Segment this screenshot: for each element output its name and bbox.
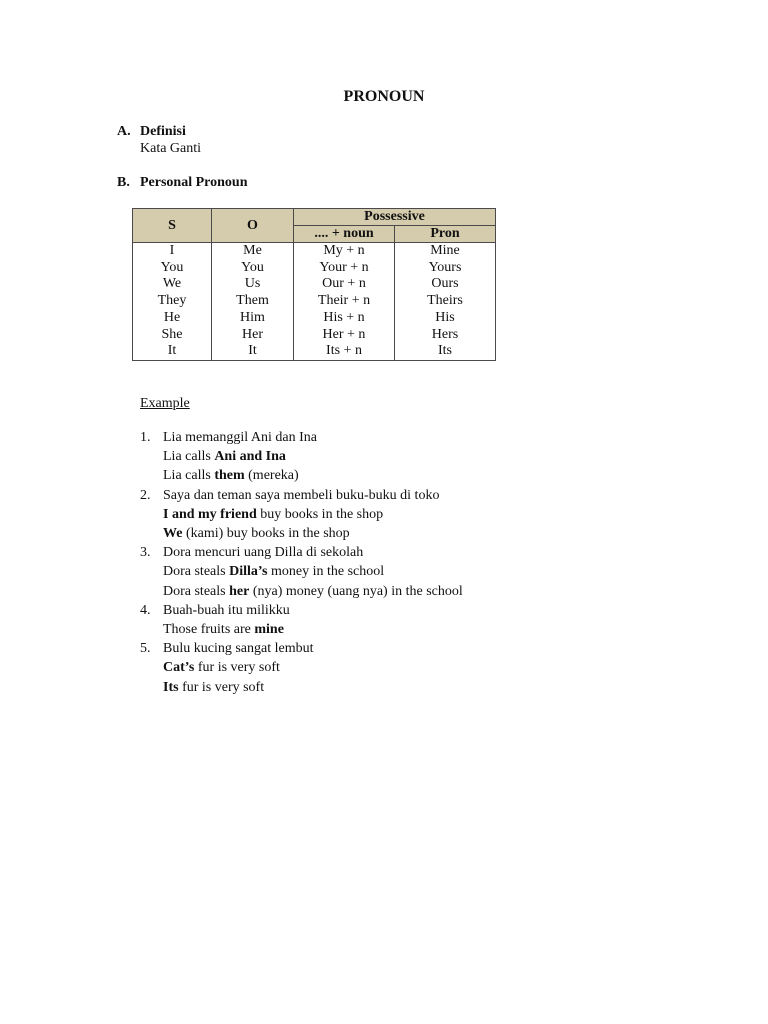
table-cell: Him bbox=[212, 310, 294, 327]
table-cell: You bbox=[133, 260, 212, 277]
table-cell: Our + n bbox=[294, 276, 395, 293]
section-b-heading bbox=[117, 175, 247, 191]
table-cell: Mine bbox=[395, 243, 496, 260]
example-line bbox=[163, 428, 317, 447]
table-cell: You bbox=[212, 260, 294, 277]
pronoun-table bbox=[132, 208, 496, 361]
example-line bbox=[163, 582, 463, 601]
example-line bbox=[163, 505, 439, 524]
example-emphasis: Dilla’s bbox=[229, 564, 268, 580]
table-row bbox=[133, 293, 496, 310]
example-line bbox=[163, 447, 317, 466]
example-text: Dora mencuri uang Dilla di sekolah bbox=[163, 545, 364, 561]
table-body bbox=[133, 243, 496, 361]
table-cell: Their + n bbox=[294, 293, 395, 310]
table-cell: Me bbox=[212, 243, 294, 260]
table-cell: She bbox=[133, 327, 212, 344]
table-row bbox=[133, 343, 496, 360]
table-cell: He bbox=[133, 310, 212, 327]
example-line bbox=[163, 524, 439, 543]
example-text: Buah-buah itu milikku bbox=[163, 602, 290, 618]
table-cell: They bbox=[133, 293, 212, 310]
table-cell: It bbox=[133, 343, 212, 360]
example-line bbox=[163, 543, 463, 562]
table-cell: Its + n bbox=[294, 343, 395, 360]
header-object: O bbox=[212, 209, 294, 243]
section-b-title: Personal Pronoun bbox=[140, 175, 248, 190]
table-cell: It bbox=[212, 343, 294, 360]
example-line bbox=[163, 678, 313, 697]
example-number: 2. bbox=[140, 487, 151, 503]
example-text: Dora steals bbox=[163, 583, 230, 599]
example-number: 1. bbox=[140, 430, 151, 445]
section-a-definition: Kata Ganti bbox=[140, 141, 202, 156]
table-cell: Your + n bbox=[294, 260, 395, 277]
example-heading: Example bbox=[140, 396, 190, 411]
example-emphasis: her bbox=[229, 583, 250, 599]
table-row bbox=[133, 310, 496, 327]
example-line bbox=[163, 658, 313, 677]
table-row bbox=[133, 276, 496, 293]
example-item bbox=[140, 639, 463, 697]
example-text: (mereka) bbox=[244, 468, 299, 484]
example-text: (nya) money (uang nya) in the school bbox=[249, 583, 463, 599]
section-a-heading bbox=[117, 124, 186, 140]
example-text: fur is very soft bbox=[194, 660, 280, 676]
header-subject: S bbox=[133, 209, 212, 243]
example-emphasis: Ani and Ina bbox=[214, 449, 286, 465]
section-b-number: B. bbox=[117, 175, 130, 190]
example-emphasis: them bbox=[214, 468, 245, 484]
example-number: 5. bbox=[140, 641, 151, 657]
example-line bbox=[163, 562, 463, 581]
section-a-title: Definisi bbox=[140, 124, 186, 139]
table-cell: His bbox=[395, 310, 496, 327]
section-a-number: A. bbox=[117, 124, 131, 139]
example-text: Lia memanggil Ani dan Ina bbox=[163, 430, 317, 445]
table-cell: Them bbox=[212, 293, 294, 310]
table-cell: Its bbox=[395, 343, 496, 360]
example-text: money in the school bbox=[267, 564, 385, 580]
example-text: Lia calls bbox=[163, 449, 215, 465]
example-item bbox=[140, 486, 463, 544]
example-text: Saya dan teman saya membeli buku-buku di toko bbox=[163, 487, 440, 503]
example-item bbox=[140, 428, 463, 486]
example-emphasis: I and my friend bbox=[163, 506, 257, 522]
example-lines bbox=[163, 601, 290, 639]
example-item bbox=[140, 601, 463, 639]
table-row bbox=[133, 243, 496, 260]
example-line bbox=[163, 466, 317, 485]
example-emphasis: Its bbox=[163, 679, 179, 695]
example-emphasis: We bbox=[163, 526, 183, 542]
example-text: buy books in the shop bbox=[256, 506, 384, 522]
table-row bbox=[133, 260, 496, 277]
example-list bbox=[140, 428, 463, 697]
header-possessive: Possessive bbox=[294, 209, 496, 226]
example-lines bbox=[163, 543, 463, 601]
example-line bbox=[163, 620, 290, 639]
example-number: 3. bbox=[140, 545, 151, 561]
table-cell: His + n bbox=[294, 310, 395, 327]
header-noun: .... + noun bbox=[294, 226, 395, 243]
example-line bbox=[163, 639, 313, 658]
table-cell: Us bbox=[212, 276, 294, 293]
table-cell: We bbox=[133, 276, 212, 293]
table-cell: Ours bbox=[395, 276, 496, 293]
table-cell: Her + n bbox=[294, 327, 395, 344]
example-lines bbox=[163, 486, 439, 544]
example-lines bbox=[163, 428, 317, 486]
table-cell: Her bbox=[212, 327, 294, 344]
example-text: fur is very soft bbox=[178, 679, 265, 695]
table-cell: I bbox=[133, 243, 212, 260]
header-pron: Pron bbox=[395, 226, 496, 243]
example-text: Bulu kucing sangat lembut bbox=[163, 641, 314, 657]
example-line bbox=[163, 486, 439, 505]
example-lines bbox=[163, 639, 313, 697]
example-item bbox=[140, 543, 463, 601]
page-title: PRONOUN bbox=[343, 88, 425, 105]
table-row bbox=[133, 327, 496, 344]
table-cell: My + n bbox=[294, 243, 395, 260]
example-text: Dora steals bbox=[163, 564, 230, 580]
example-text: (kami) buy books in the shop bbox=[182, 526, 350, 542]
table-cell: Theirs bbox=[395, 293, 496, 310]
example-number: 4. bbox=[140, 602, 151, 618]
example-text: Those fruits are bbox=[163, 622, 255, 638]
example-emphasis: mine bbox=[254, 622, 284, 638]
example-emphasis: Cat’s bbox=[163, 660, 195, 676]
example-text: Lia calls bbox=[163, 468, 215, 484]
table-cell: Hers bbox=[395, 327, 496, 344]
example-line bbox=[163, 601, 290, 620]
table-cell: Yours bbox=[395, 260, 496, 277]
